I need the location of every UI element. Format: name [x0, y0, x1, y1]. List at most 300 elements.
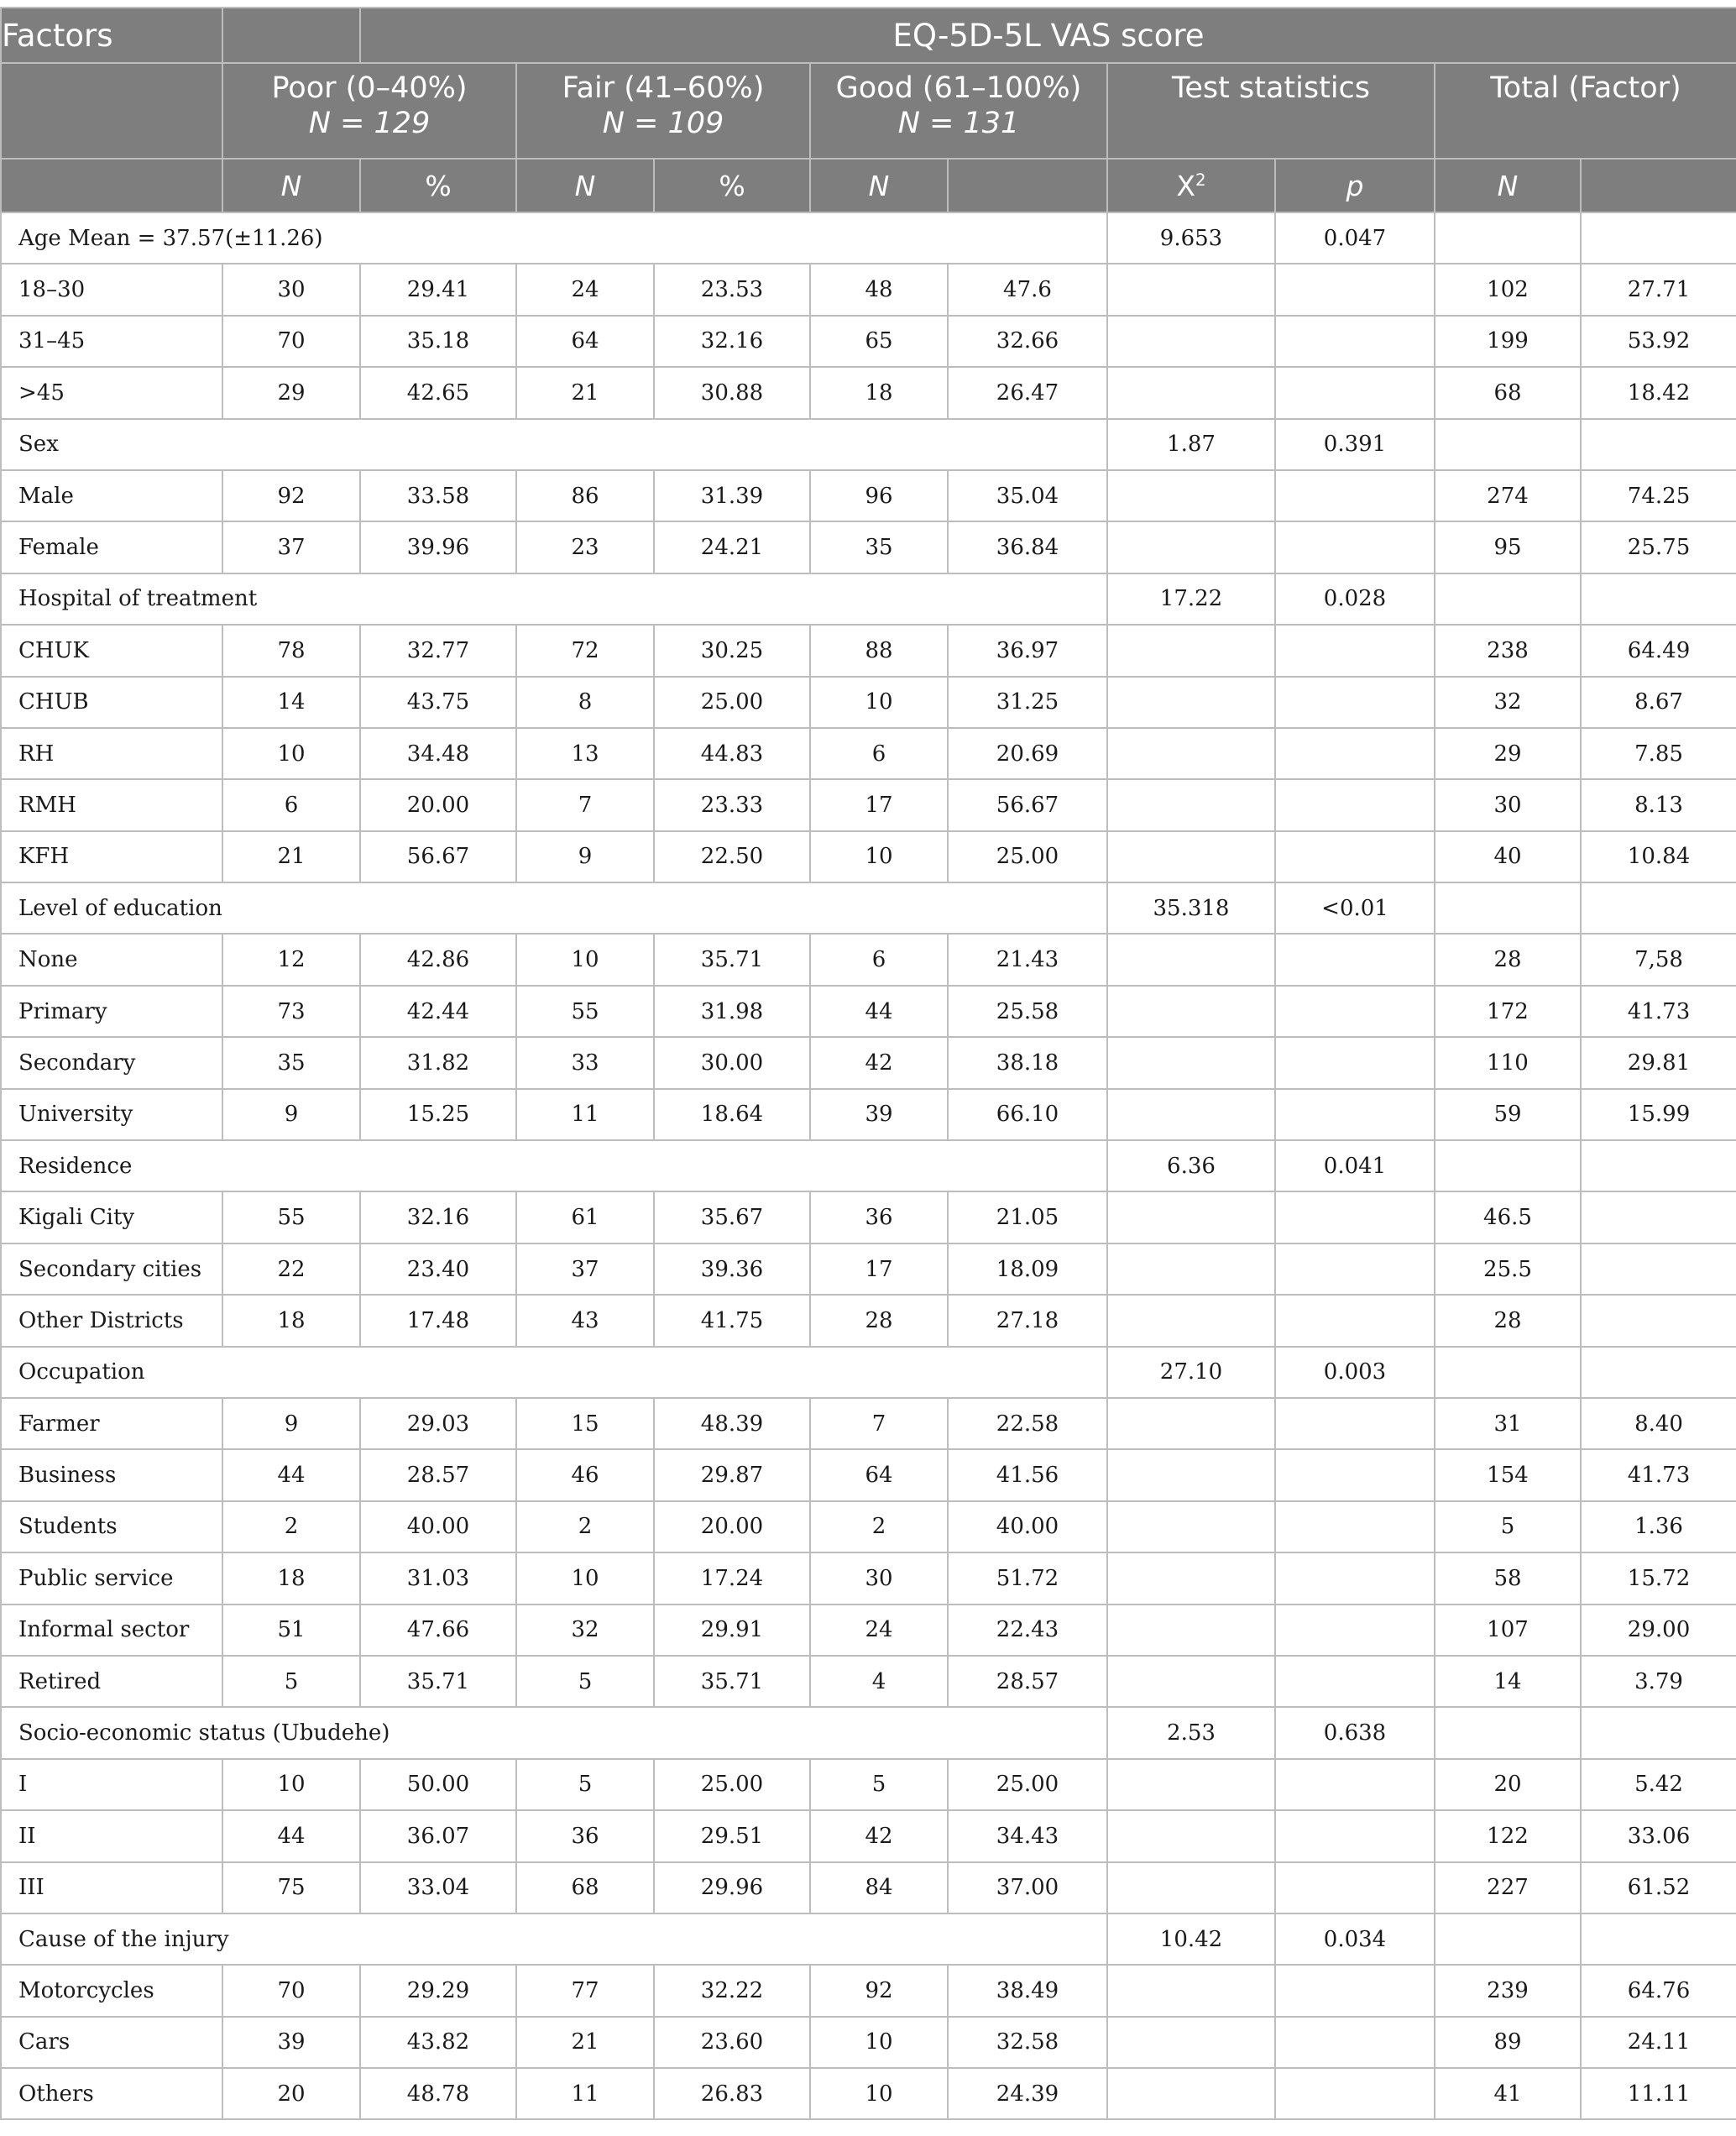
table-row	[1, 1191, 1736, 1243]
table-row	[1, 1759, 1736, 1810]
cell-chi	[1107, 316, 1275, 367]
cell-poor-pct: 23.40	[360, 1243, 516, 1295]
cell-total-n: 102	[1435, 264, 1581, 315]
cell-total-pct: 18.42	[1581, 367, 1736, 418]
cell-poor-pct: 32.16	[360, 1191, 516, 1243]
cell-good-pct: 20.69	[948, 728, 1107, 779]
cell-total-pct	[1581, 1191, 1736, 1243]
cell-total-n: 154	[1435, 1449, 1581, 1500]
cell-fair-pct: 31.98	[654, 986, 810, 1037]
cell-good-pct: 32.66	[948, 316, 1107, 367]
cell-poor-pct: 31.82	[360, 1037, 516, 1088]
cell-chi	[1107, 1449, 1275, 1500]
cell-poor-n: 92	[222, 470, 360, 521]
cell-poor-n: 10	[222, 728, 360, 779]
cell-poor-n: 29	[222, 367, 360, 418]
cell-fair-pct: 41.75	[654, 1295, 810, 1346]
cell-chi	[1107, 1089, 1275, 1140]
cell-good-pct: 25.58	[948, 986, 1107, 1037]
cell-fair-pct: 29.96	[654, 1862, 810, 1914]
total-n-cell	[1435, 212, 1581, 264]
subheader-total-pct	[1581, 159, 1736, 212]
cell-p	[1275, 521, 1435, 573]
cell-poor-pct: 20.00	[360, 779, 516, 830]
cell-poor-pct: 43.75	[360, 677, 516, 728]
chi-symbol: X	[1176, 169, 1195, 202]
cell-p	[1275, 1965, 1435, 2016]
cell-poor-n: 78	[222, 625, 360, 676]
total-n-cell	[1435, 1347, 1581, 1398]
table-row	[1, 1965, 1736, 2016]
cell-p	[1275, 1656, 1435, 1707]
p-value: 0.391	[1275, 419, 1435, 470]
cell-p	[1275, 1295, 1435, 1346]
row-label: Students	[1, 1501, 222, 1552]
cell-poor-n: 20	[222, 2068, 360, 2119]
cell-fair-n: 10	[516, 1552, 654, 1604]
row-label: Secondary	[1, 1037, 222, 1088]
row-label: 31–45	[1, 316, 222, 367]
cell-good-pct: 34.43	[948, 1810, 1107, 1861]
cell-total-n: 172	[1435, 986, 1581, 1037]
cell-good-n: 84	[810, 1862, 948, 1914]
cell-good-n: 10	[810, 2068, 948, 2119]
table-row	[1, 2068, 1736, 2119]
table-row	[1, 1552, 1736, 1604]
cell-good-pct: 26.47	[948, 367, 1107, 418]
cell-poor-pct: 29.41	[360, 264, 516, 315]
table-row	[1, 1089, 1736, 1140]
cell-good-n: 42	[810, 1810, 948, 1861]
cell-poor-pct: 42.65	[360, 367, 516, 418]
cell-good-pct: 41.56	[948, 1449, 1107, 1500]
cell-total-n: 95	[1435, 521, 1581, 573]
cell-good-n: 4	[810, 1656, 948, 1707]
cell-total-pct: 8.13	[1581, 779, 1736, 830]
cell-good-n: 2	[810, 1501, 948, 1552]
cell-good-n: 48	[810, 264, 948, 315]
cell-chi	[1107, 1605, 1275, 1656]
cell-chi	[1107, 1552, 1275, 1604]
cell-good-n: 7	[810, 1398, 948, 1449]
cell-good-n: 42	[810, 1037, 948, 1088]
cell-fair-pct: 29.91	[654, 1605, 810, 1656]
cell-chi	[1107, 1501, 1275, 1552]
cell-poor-n: 10	[222, 1759, 360, 1810]
table-row	[1, 521, 1736, 573]
cell-poor-n: 18	[222, 1552, 360, 1604]
cell-total-pct: 25.75	[1581, 521, 1736, 573]
cell-total-n: 25.5	[1435, 1243, 1581, 1295]
cell-good-pct: 22.43	[948, 1605, 1107, 1656]
table-row	[1, 831, 1736, 882]
cell-total-pct: 61.52	[1581, 1862, 1736, 1914]
group-row	[1, 882, 1736, 934]
cell-fair-n: 21	[516, 367, 654, 418]
header-good-n: N = 131	[897, 107, 1020, 140]
p-value: 0.041	[1275, 1140, 1435, 1191]
cell-p	[1275, 264, 1435, 315]
cell-fair-n: 32	[516, 1605, 654, 1656]
row-label: Cars	[1, 2017, 222, 2068]
table-row	[1, 1656, 1736, 1707]
total-pct-cell	[1581, 1707, 1736, 1758]
cell-fair-n: 46	[516, 1449, 654, 1500]
row-label: Others	[1, 2068, 222, 2119]
cell-fair-n: 37	[516, 1243, 654, 1295]
cell-good-pct: 24.39	[948, 2068, 1107, 2119]
cell-chi	[1107, 1037, 1275, 1088]
header-total-factor: Total (Factor)	[1435, 63, 1736, 159]
group-row	[1, 1707, 1736, 1758]
cell-fair-pct: 23.60	[654, 2017, 810, 2068]
cell-good-n: 17	[810, 779, 948, 830]
cell-fair-pct: 26.83	[654, 2068, 810, 2119]
chi-square-value: 27.10	[1107, 1347, 1275, 1398]
cell-fair-pct: 35.67	[654, 1191, 810, 1243]
cell-total-n: 32	[1435, 677, 1581, 728]
header-title: EQ-5D-5L VAS score	[360, 8, 1736, 63]
cell-poor-pct: 40.00	[360, 1501, 516, 1552]
cell-good-n: 10	[810, 677, 948, 728]
header-poor-n: N = 129	[308, 107, 431, 140]
table-row	[1, 1810, 1736, 1861]
total-pct-cell	[1581, 1347, 1736, 1398]
cell-good-pct: 35.04	[948, 470, 1107, 521]
cell-good-n: 6	[810, 934, 948, 985]
cell-total-n: 89	[1435, 2017, 1581, 2068]
cell-fair-n: 2	[516, 1501, 654, 1552]
total-pct-cell	[1581, 1140, 1736, 1191]
subheader-fair-pct: %	[654, 159, 810, 212]
cell-fair-pct: 25.00	[654, 1759, 810, 1810]
cell-p	[1275, 1398, 1435, 1449]
cell-poor-n: 44	[222, 1449, 360, 1500]
chi-square-value: 2.53	[1107, 1707, 1275, 1758]
chi-square-value: 35.318	[1107, 882, 1275, 934]
cell-good-n: 10	[810, 831, 948, 882]
cell-p	[1275, 1089, 1435, 1140]
cell-p	[1275, 1191, 1435, 1243]
cell-good-pct: 40.00	[948, 1501, 1107, 1552]
p-value: 0.028	[1275, 573, 1435, 625]
cell-total-pct: 15.72	[1581, 1552, 1736, 1604]
table-row	[1, 986, 1736, 1037]
group-row	[1, 1140, 1736, 1191]
cell-fair-pct: 39.36	[654, 1243, 810, 1295]
cell-good-pct: 27.18	[948, 1295, 1107, 1346]
cell-total-pct: 29.81	[1581, 1037, 1736, 1088]
row-label: Public service	[1, 1552, 222, 1604]
cell-p	[1275, 2017, 1435, 2068]
row-label: CHUB	[1, 677, 222, 728]
chi-square-value: 1.87	[1107, 419, 1275, 470]
table-row	[1, 470, 1736, 521]
cell-poor-pct: 35.71	[360, 1656, 516, 1707]
cell-poor-n: 73	[222, 986, 360, 1037]
cell-good-n: 6	[810, 728, 948, 779]
row-label: Retired	[1, 1656, 222, 1707]
table-row	[1, 1243, 1736, 1295]
row-label: Female	[1, 521, 222, 573]
total-pct-cell	[1581, 882, 1736, 934]
row-label: Kigali City	[1, 1191, 222, 1243]
group-row	[1, 212, 1736, 264]
cell-poor-pct: 42.86	[360, 934, 516, 985]
cell-fair-pct: 35.71	[654, 934, 810, 985]
cell-chi	[1107, 1862, 1275, 1914]
cell-total-pct: 24.11	[1581, 2017, 1736, 2068]
cell-fair-pct: 44.83	[654, 728, 810, 779]
cell-p	[1275, 1605, 1435, 1656]
cell-good-pct: 36.97	[948, 625, 1107, 676]
cell-total-n: 199	[1435, 316, 1581, 367]
cell-good-pct: 38.49	[948, 1965, 1107, 2016]
cell-fair-pct: 32.16	[654, 316, 810, 367]
cell-total-pct: 33.06	[1581, 1810, 1736, 1861]
cell-fair-n: 36	[516, 1810, 654, 1861]
table-row	[1, 367, 1736, 418]
header-blank	[222, 8, 360, 63]
cell-chi	[1107, 367, 1275, 418]
cell-fair-pct: 25.00	[654, 677, 810, 728]
group-row	[1, 573, 1736, 625]
cell-poor-pct: 50.00	[360, 1759, 516, 1810]
cell-chi	[1107, 1191, 1275, 1243]
cell-poor-pct: 36.07	[360, 1810, 516, 1861]
cell-poor-pct: 39.96	[360, 521, 516, 573]
group-row	[1, 419, 1736, 470]
table-row	[1, 625, 1736, 676]
cell-total-n: 41	[1435, 2068, 1581, 2119]
row-label: Business	[1, 1449, 222, 1500]
table-row	[1, 1295, 1736, 1346]
subheader-good-pct	[948, 159, 1107, 212]
chi-square-value: 6.36	[1107, 1140, 1275, 1191]
row-label: CHUK	[1, 625, 222, 676]
chi-superscript: 2	[1195, 170, 1206, 190]
cell-chi	[1107, 625, 1275, 676]
cell-good-n: 65	[810, 316, 948, 367]
cell-fair-pct: 23.53	[654, 264, 810, 315]
cell-good-n: 10	[810, 2017, 948, 2068]
cell-total-pct	[1581, 1295, 1736, 1346]
table-row	[1, 1605, 1736, 1656]
cell-poor-pct: 34.48	[360, 728, 516, 779]
chi-square-value: 9.653	[1107, 212, 1275, 264]
cell-total-n: 58	[1435, 1552, 1581, 1604]
cell-good-n: 35	[810, 521, 948, 573]
cell-p	[1275, 1243, 1435, 1295]
cell-fair-pct: 48.39	[654, 1398, 810, 1449]
cell-p	[1275, 1037, 1435, 1088]
cell-poor-pct: 31.03	[360, 1552, 516, 1604]
chi-square-value: 17.22	[1107, 573, 1275, 625]
cell-chi	[1107, 831, 1275, 882]
cell-fair-n: 64	[516, 316, 654, 367]
group-label: Occupation	[1, 1347, 1107, 1398]
cell-poor-pct: 29.29	[360, 1965, 516, 2016]
cell-fair-pct: 32.22	[654, 1965, 810, 2016]
cell-total-n: 40	[1435, 831, 1581, 882]
row-label: Secondary cities	[1, 1243, 222, 1295]
header-poor-label: Poor (0–40%)	[271, 71, 468, 105]
subheader-chi-square	[1107, 159, 1275, 212]
cell-poor-pct: 48.78	[360, 2068, 516, 2119]
cell-fair-n: 7	[516, 779, 654, 830]
cell-p	[1275, 316, 1435, 367]
cell-fair-n: 15	[516, 1398, 654, 1449]
cell-p	[1275, 625, 1435, 676]
cell-poor-n: 9	[222, 1089, 360, 1140]
subheader-poor-pct: %	[360, 159, 516, 212]
cell-poor-n: 44	[222, 1810, 360, 1861]
cell-total-pct: 53.92	[1581, 316, 1736, 367]
cell-total-pct: 11.11	[1581, 2068, 1736, 2119]
cell-p	[1275, 831, 1435, 882]
cell-p	[1275, 1759, 1435, 1810]
row-label: Motorcycles	[1, 1965, 222, 2016]
subheader-p: p	[1275, 159, 1435, 212]
cell-fair-n: 11	[516, 2068, 654, 2119]
cell-p	[1275, 1449, 1435, 1500]
cell-poor-pct: 32.77	[360, 625, 516, 676]
cell-p	[1275, 470, 1435, 521]
cell-chi	[1107, 986, 1275, 1037]
table-row	[1, 1501, 1736, 1552]
row-label: Primary	[1, 986, 222, 1037]
cell-chi	[1107, 677, 1275, 728]
total-n-cell	[1435, 419, 1581, 470]
cell-fair-pct: 24.21	[654, 521, 810, 573]
header-blank	[1, 159, 222, 212]
cell-total-pct: 41.73	[1581, 1449, 1736, 1500]
cell-fair-pct: 22.50	[654, 831, 810, 882]
cell-poor-n: 5	[222, 1656, 360, 1707]
total-pct-cell	[1581, 212, 1736, 264]
subheader-fair-n: N	[516, 159, 654, 212]
cell-total-n: 20	[1435, 1759, 1581, 1810]
p-value: 0.047	[1275, 212, 1435, 264]
cell-good-pct: 32.58	[948, 2017, 1107, 2068]
cell-fair-n: 33	[516, 1037, 654, 1088]
table-row	[1, 728, 1736, 779]
cell-good-pct: 22.58	[948, 1398, 1107, 1449]
header-test-statistics: Test statistics	[1107, 63, 1435, 159]
cell-fair-n: 43	[516, 1295, 654, 1346]
row-label: 18–30	[1, 264, 222, 315]
cell-fair-n: 5	[516, 1759, 654, 1810]
cell-p	[1275, 1501, 1435, 1552]
row-label: None	[1, 934, 222, 985]
table-row	[1, 677, 1736, 728]
cell-total-pct: 7,58	[1581, 934, 1736, 985]
cell-fair-pct: 35.71	[654, 1656, 810, 1707]
cell-total-n: 46.5	[1435, 1191, 1581, 1243]
cell-good-pct: 21.05	[948, 1191, 1107, 1243]
group-label: Cause of the injury	[1, 1914, 1107, 1965]
cell-total-n: 30	[1435, 779, 1581, 830]
total-n-cell	[1435, 1140, 1581, 1191]
cell-total-pct: 3.79	[1581, 1656, 1736, 1707]
row-label: University	[1, 1089, 222, 1140]
cell-chi	[1107, 1398, 1275, 1449]
cell-total-n: 110	[1435, 1037, 1581, 1088]
cell-fair-pct: 17.24	[654, 1552, 810, 1604]
cell-fair-pct: 29.87	[654, 1449, 810, 1500]
cell-poor-pct: 43.82	[360, 2017, 516, 2068]
chi-square-value: 10.42	[1107, 1914, 1275, 1965]
cell-total-n: 59	[1435, 1089, 1581, 1140]
cell-fair-n: 9	[516, 831, 654, 882]
cell-poor-n: 75	[222, 1862, 360, 1914]
p-value: 0.003	[1275, 1347, 1435, 1398]
cell-chi	[1107, 2017, 1275, 2068]
cell-poor-n: 39	[222, 2017, 360, 2068]
cell-total-n: 239	[1435, 1965, 1581, 2016]
cell-chi	[1107, 1965, 1275, 2016]
cell-chi	[1107, 779, 1275, 830]
cell-chi	[1107, 1810, 1275, 1861]
p-value: 0.638	[1275, 1707, 1435, 1758]
cell-good-pct: 47.6	[948, 264, 1107, 315]
cell-total-n: 14	[1435, 1656, 1581, 1707]
cell-total-n: 238	[1435, 625, 1581, 676]
cell-chi	[1107, 521, 1275, 573]
table-row	[1, 779, 1736, 830]
cell-poor-n: 51	[222, 1605, 360, 1656]
cell-fair-n: 24	[516, 264, 654, 315]
cell-poor-n: 55	[222, 1191, 360, 1243]
cell-poor-pct: 47.66	[360, 1605, 516, 1656]
cell-poor-pct: 56.67	[360, 831, 516, 882]
row-label: Other Districts	[1, 1295, 222, 1346]
cell-fair-n: 21	[516, 2017, 654, 2068]
cell-total-pct: 5.42	[1581, 1759, 1736, 1810]
cell-fair-pct: 30.00	[654, 1037, 810, 1088]
header-poor	[222, 63, 516, 159]
cell-total-n: 68	[1435, 367, 1581, 418]
row-label: Farmer	[1, 1398, 222, 1449]
cell-fair-pct: 29.51	[654, 1810, 810, 1861]
cell-p	[1275, 779, 1435, 830]
cell-fair-n: 86	[516, 470, 654, 521]
cell-good-n: 28	[810, 1295, 948, 1346]
cell-good-pct: 37.00	[948, 1862, 1107, 1914]
row-label: II	[1, 1810, 222, 1861]
group-label: Residence	[1, 1140, 1107, 1191]
header-good	[810, 63, 1107, 159]
group-label: Level of education	[1, 882, 1107, 934]
subheader-poor-n: N	[222, 159, 360, 212]
row-label: >45	[1, 367, 222, 418]
total-pct-cell	[1581, 419, 1736, 470]
group-label: Hospital of treatment	[1, 573, 1107, 625]
cell-good-n: 96	[810, 470, 948, 521]
cell-poor-pct: 33.58	[360, 470, 516, 521]
cell-poor-n: 22	[222, 1243, 360, 1295]
cell-total-n: 122	[1435, 1810, 1581, 1861]
cell-good-n: 36	[810, 1191, 948, 1243]
cell-poor-pct: 42.44	[360, 986, 516, 1037]
cell-good-pct: 36.84	[948, 521, 1107, 573]
table-row	[1, 264, 1736, 315]
header-good-label: Good (61–100%)	[835, 71, 1082, 105]
cell-chi	[1107, 1243, 1275, 1295]
cell-fair-n: 8	[516, 677, 654, 728]
cell-poor-n: 18	[222, 1295, 360, 1346]
cell-total-pct: 10.84	[1581, 831, 1736, 882]
